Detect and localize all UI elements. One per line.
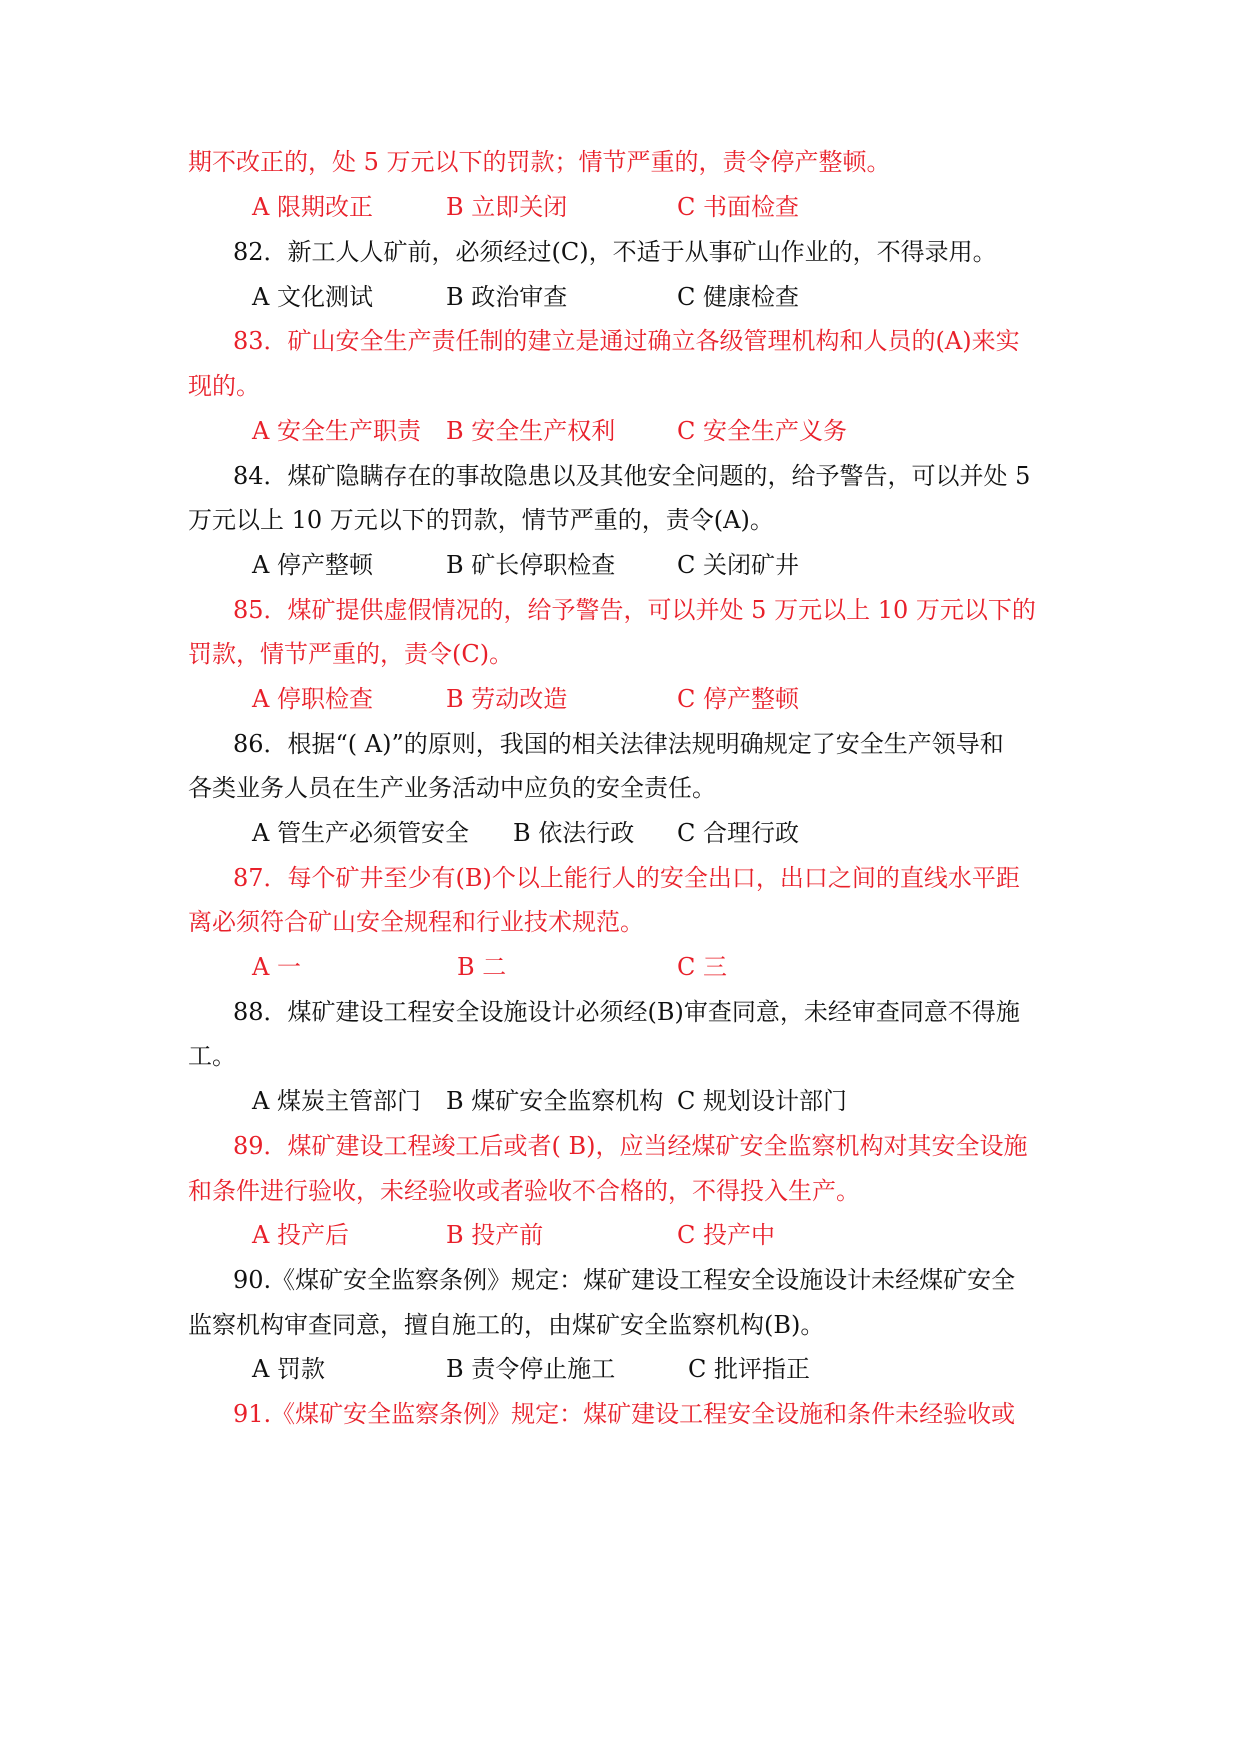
option-b: B 安全生产权利 [446,417,616,445]
option-a: A 停职检查 [252,685,373,713]
option-b: B 劳动改造 [446,685,568,713]
question-text-line: 86．根据“( A)”的原则，我国的相关法律法规明确规定了安全生产领导和 [233,730,1004,758]
option-b: B 责令停止施工 [446,1355,616,1383]
option-a: A 安全生产职责 [252,417,421,445]
question-text-line: 监察机构审查同意，擅自施工的，由煤矿安全监察机构(B)。 [188,1311,825,1339]
option-a: A 限期改正 [252,193,373,221]
question-text-line: 83．矿山安全生产责任制的建立是通过确立各级管理机构和人员的(A)来实 [233,327,1020,355]
option-b: B 投产前 [446,1221,544,1249]
question-text-line: 91.《煤矿安全监察条例》规定：煤矿建设工程安全设施和条件未经验收或 [233,1400,1016,1428]
question-text-line: 84．煤矿隐瞒存在的事故隐患以及其他安全问题的，给予警告，可以并处 5 [233,462,1031,490]
question-text-line: 85．煤矿提供虚假情况的，给予警告，可以并处 5 万元以上 10 万元以下的 [233,596,1036,624]
option-c: C 投产中 [677,1221,775,1249]
option-b: B 依法行政 [513,819,635,847]
option-a: A 一 [252,953,301,981]
option-b: B 立即关闭 [446,193,568,221]
question-text-line: 82．新工人人矿前，必须经过(C)，不适于从事矿山作业的，不得录用。 [233,238,997,266]
option-c: C 规划设计部门 [677,1087,847,1115]
question-text-line: 万元以上 10 万元以下的罚款，情节严重的，责令(A)。 [188,506,774,534]
option-b: B 政治审查 [446,283,568,311]
question-text-line: 90.《煤矿安全监察条例》规定：煤矿建设工程安全设施设计未经煤矿安全 [233,1266,1016,1294]
question-text-line: 期不改正的，处 5 万元以下的罚款；情节严重的，责令停产整顿。 [188,148,891,176]
option-c: C 安全生产义务 [677,417,847,445]
option-c: C 关闭矿井 [677,551,799,579]
question-text-line: 现的。 [188,372,260,400]
option-c: C 批评指正 [688,1355,810,1383]
option-b: B 矿长停职检查 [446,551,616,579]
option-a: A 停产整顿 [252,551,373,579]
option-b: B 二 [457,953,507,981]
question-text-line: 89．煤矿建设工程竣工后或者( B)，应当经煤矿安全监察机构对其安全设施 [233,1132,1028,1160]
option-a: A 管生产必须管安全 [252,819,469,847]
option-a: A 文化测试 [252,283,373,311]
option-c: C 健康检查 [677,283,799,311]
option-c: C 三 [677,953,727,981]
option-b: B 煤矿安全监察机构 [446,1087,664,1115]
question-text-line: 工。 [188,1042,236,1070]
question-text-line: 罚款，情节严重的，责令(C)。 [188,640,514,668]
option-c: C 停产整顿 [677,685,799,713]
option-c: C 书面检查 [677,193,799,221]
question-text-line: 和条件进行验收，未经验收或者验收不合格的，不得投入生产。 [188,1177,860,1205]
option-a: A 罚款 [252,1355,325,1383]
question-text-line: 87．每个矿井至少有(B)个以上能行人的安全出口，出口之间的直线水平距 [233,864,1020,892]
question-text-line: 88．煤矿建设工程安全设施设计必须经(B)审查同意，未经审查同意不得施 [233,998,1020,1026]
option-a: A 投产后 [252,1221,349,1249]
question-text-line: 离必须符合矿山安全规程和行业技术规范。 [188,908,644,936]
option-a: A 煤炭主管部门 [252,1087,421,1115]
option-c: C 合理行政 [677,819,799,847]
question-text-line: 各类业务人员在生产业务活动中应负的安全责任。 [188,774,716,802]
